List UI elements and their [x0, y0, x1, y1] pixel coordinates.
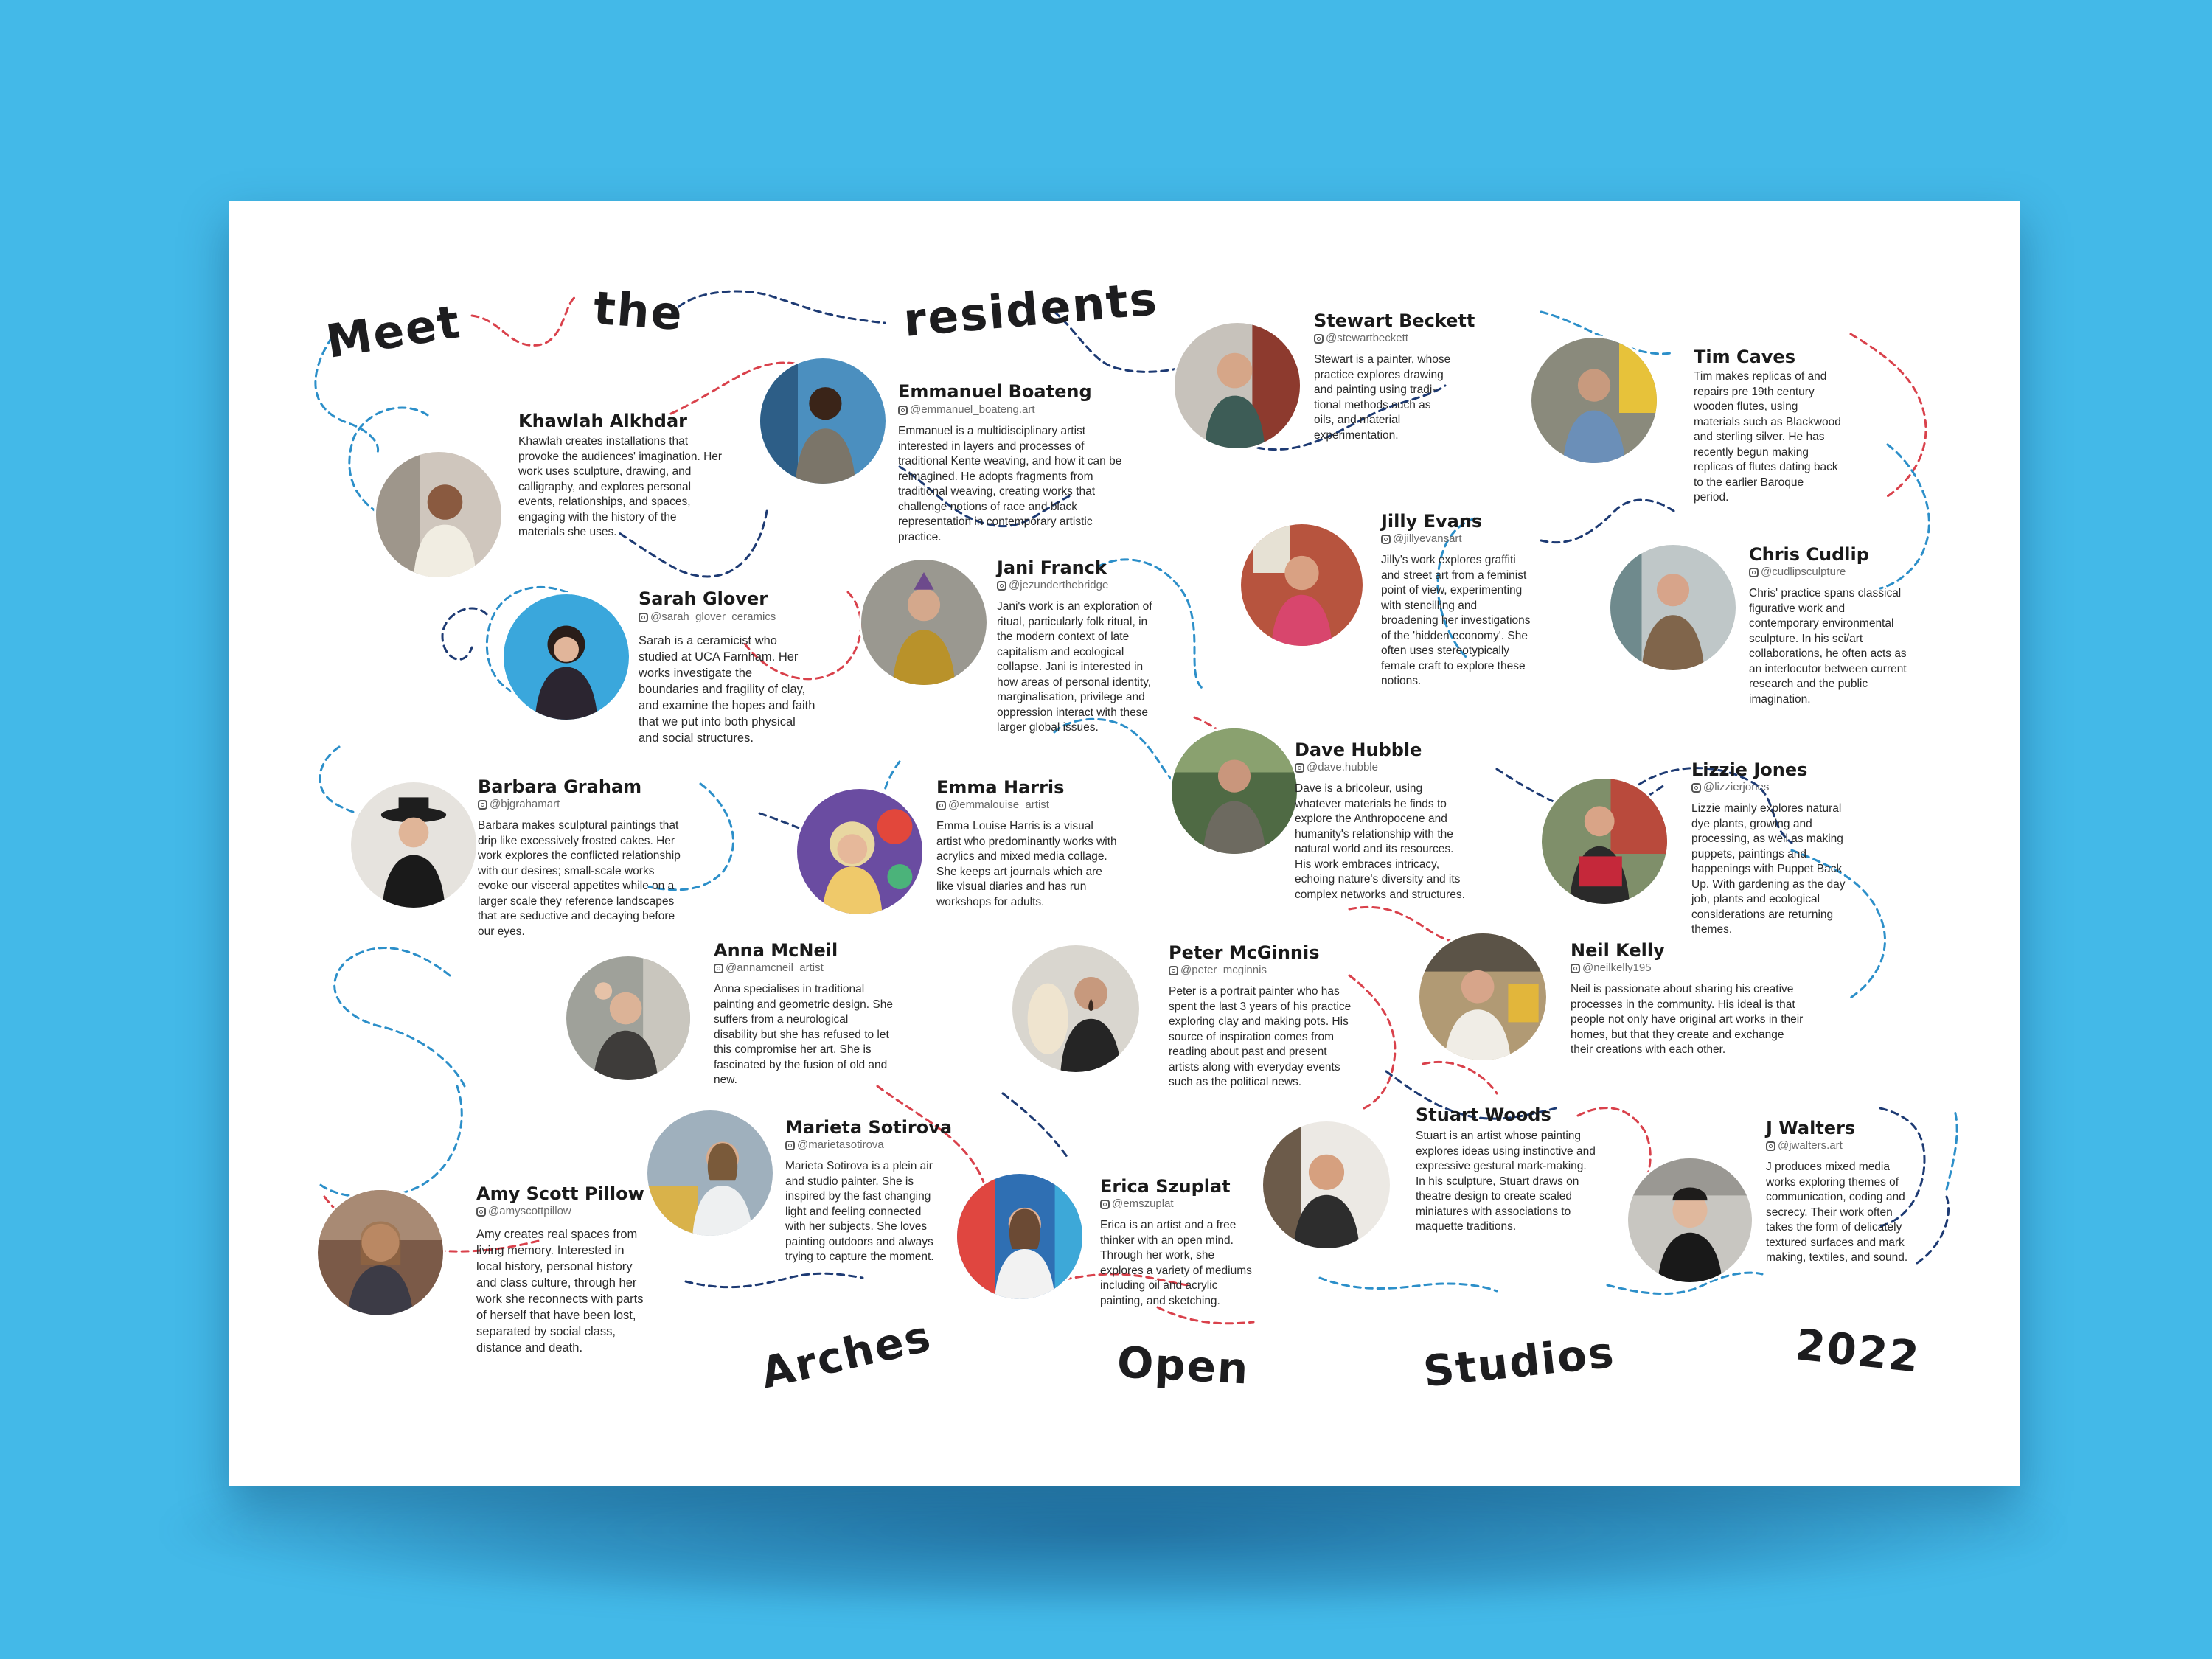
resident-bio: Neil is passionate about sharing his creative processes in the community. His ideal is that people not only have original art works in their homes, but that they create and exchange their creations with each other. — [1571, 983, 1804, 1056]
resident-name: Khawlah Alkhdar — [518, 411, 687, 431]
portrait-photo-icon — [1012, 945, 1139, 1072]
instagram-icon — [936, 801, 946, 810]
instagram-icon — [1169, 966, 1178, 975]
instagram-icon — [478, 800, 487, 810]
resident-name: Lizzie Jones — [1691, 759, 1808, 780]
footer-word-open: Open — [1116, 1337, 1251, 1394]
resident-handle: @peter_mcginnis — [1169, 964, 1267, 977]
resident-handle: @sarah_glover_ceramics — [639, 611, 776, 624]
resident-name: J Walters — [1766, 1118, 1856, 1138]
resident-photo — [859, 557, 989, 687]
resident-photo — [1417, 931, 1548, 1062]
resident-bio: Amy creates real spaces from living memory. Interested in local history, personal history and class culture, through her work she reconnects with parts of herself that have been lost, separated by social class, distance and death. — [476, 1228, 644, 1354]
poster — [229, 201, 2020, 1486]
resident-handle: @jwalters.art — [1766, 1139, 1843, 1152]
resident-photo — [795, 787, 925, 917]
resident-name: Erica Szuplat — [1100, 1176, 1231, 1197]
resident-bio: Sarah is a ceramicist who studied at UCA Farnham. Her works investigate the boundaries and fragility of clay, and examine the hopes and faith that we put into both physical and social structures. — [639, 634, 815, 745]
resident-bio: Barbara makes sculptural paintings that drip like excessively frosted cakes. Her work explores the conflicted relationship with our desires; small-scale works evoke our visceral appetites while on a larger scale they reference landscapes that are seductive and decaying before our eyes. — [478, 819, 681, 938]
resident-name: Anna McNeil — [714, 940, 838, 961]
resident-bio: Stuart is an artist whose painting explores ideas using instinctive and expressive gestural mark-making. In his sculpture, Stuart draws on theatre design to create scaled miniatures with associations to maquette traditions. — [1416, 1130, 1596, 1233]
instagram-icon — [898, 406, 908, 415]
resident-name: Chris Cudlip — [1749, 544, 1869, 565]
resident-photo — [645, 1108, 775, 1238]
instagram-icon — [785, 1141, 795, 1150]
resident-photo — [1608, 543, 1738, 672]
resident-name: Neil Kelly — [1571, 940, 1665, 961]
portrait-photo-icon — [566, 956, 690, 1080]
instagram-icon — [1571, 964, 1580, 973]
resident-photo — [1261, 1119, 1392, 1251]
resident-photo — [564, 954, 692, 1082]
resident-bio: Lizzie mainly explores natural dye plants, growing and processing, as well as making puppets, paintings and happenings with Puppet Back Up. With gardening as the day job, plants and ecological considerations are returning themes. — [1691, 802, 1846, 936]
instagram-icon — [1314, 334, 1324, 344]
resident-name: Emmanuel Boateng — [898, 381, 1092, 402]
instagram-icon — [1295, 763, 1304, 773]
portrait-photo-icon — [1628, 1158, 1752, 1282]
resident-photo — [758, 356, 888, 486]
resident-handle: @cudlipsculpture — [1749, 566, 1846, 579]
resident-handle: @bjgrahamart — [478, 798, 560, 811]
portrait-photo-icon — [647, 1110, 773, 1236]
resident-name: Tim Caves — [1694, 347, 1795, 367]
resident-handle: @amyscottpillow — [476, 1205, 571, 1218]
title-word-meet: Meet — [322, 294, 465, 369]
resident-handle: @emszuplat — [1100, 1197, 1174, 1211]
resident-bio: Erica is an artist and a free thinker with an open mind. Through her work, she explores a variety of mediums including oil and acrylic painting, and sketching. — [1100, 1219, 1252, 1307]
resident-name: Barbara Graham — [478, 776, 642, 797]
resident-name: Emma Harris — [936, 777, 1065, 798]
instagram-icon — [1100, 1200, 1110, 1209]
resident-photo — [349, 780, 479, 910]
resident-bio: Jani's work is an exploration of ritual, particularly folk ritual, in the modern context of late capitalism and ecological collapse. Jani is interested in how areas of personal identity, marginalisation, privilege and oppression interact with these larger global issues. — [997, 600, 1152, 734]
instagram-icon — [1766, 1141, 1775, 1151]
portrait-photo-icon — [1241, 524, 1363, 646]
resident-bio: Khawlah creates installations that provoke the audiences' imagination. Her work uses sculpture, drawing, and calligraphy, and explores personal events, relationships, and spaces, engaging with the history of the materials she uses. — [518, 435, 723, 538]
resident-bio: Peter is a portrait painter who has spent the last 3 years of his practice exploring clay and making pots. His source of inspiration comes from reading about past and present artists along with everyday events such as the political news. — [1169, 985, 1352, 1088]
resident-bio: Jilly's work explores graffiti and street art from a feminist point of view, experimenting with stencilling and broadening her investigations of the 'hidden economy'. She often uses stereotypically female craft to explore these notions. — [1381, 554, 1531, 687]
portrait-photo-icon — [1419, 933, 1546, 1060]
resident-bio: Dave is a bricoleur, using whatever materials he finds to explore the Anthropocene and humanity's relationship with the natural world and its resources. His work embraces intricacy, echoing nature's diversity and its complex networks and structures. — [1295, 782, 1465, 901]
resident-handle: @emmalouise_artist — [936, 799, 1049, 812]
instagram-icon — [476, 1207, 486, 1217]
resident-handle: @jillyevansart — [1381, 532, 1462, 546]
resident-photo — [501, 592, 631, 722]
portrait-photo-icon — [504, 594, 629, 720]
portrait-photo-icon — [376, 452, 501, 577]
resident-name: Stewart Beckett — [1314, 310, 1475, 331]
instagram-icon — [639, 613, 648, 622]
portrait-photo-icon — [760, 358, 886, 484]
title-word-residents: residents — [901, 271, 1161, 347]
instagram-icon — [1381, 535, 1391, 544]
resident-handle: @stewartbeckett — [1314, 332, 1408, 345]
portrait-photo-icon — [861, 560, 987, 685]
resident-photo — [1172, 321, 1302, 451]
portrait-photo-icon — [1175, 323, 1300, 448]
resident-bio: Stewart is a painter, whose practice explores drawing and painting using tradi-tional methods such as oils, and material experimentation. — [1314, 353, 1451, 442]
resident-bio: Tim makes replicas of and repairs pre 19th century wooden flutes, using materials such as Blackwood and sterling silver. He has recently begun making replicas of flutes dating back to the earlier Baroque period. — [1694, 370, 1841, 504]
resident-photo — [1626, 1156, 1754, 1284]
instagram-icon — [1691, 783, 1701, 793]
resident-name: Jilly Evans — [1381, 511, 1483, 532]
portrait-photo-icon — [351, 782, 476, 908]
resident-handle: @dave.hubble — [1295, 761, 1378, 774]
resident-photo — [1540, 776, 1669, 906]
resident-handle: @neilkelly195 — [1571, 961, 1652, 975]
resident-photo — [1010, 943, 1141, 1074]
portrait-photo-icon — [1263, 1121, 1390, 1248]
resident-handle: @jezunderthebridge — [997, 579, 1108, 592]
resident-name: Marieta Sotirova — [785, 1117, 953, 1138]
resident-bio: Emmanuel is a multidisciplinary artist interested in layers and processes of traditional Kente weaving, and how it can be reimagined. He adopts fragments from traditional weaving, creating works that challenge notions of race and black representation in contemporary artistic practice. — [898, 425, 1122, 543]
resident-photo — [1239, 522, 1365, 648]
resident-handle: @annamcneil_artist — [714, 961, 824, 975]
instagram-icon — [714, 964, 723, 973]
instagram-icon — [1749, 568, 1759, 577]
portrait-photo-icon — [957, 1174, 1082, 1299]
portrait-photo-icon — [797, 789, 922, 914]
resident-handle: @marietasotirova — [785, 1138, 884, 1152]
instagram-icon — [997, 581, 1006, 591]
portrait-photo-icon — [1531, 338, 1657, 463]
resident-photo — [316, 1188, 445, 1318]
resident-bio: Emma Louise Harris is a visual artist who predominantly works with acrylics and mixed media collage. She keeps art journals which are like visual diaries and has run workshops for adults. — [936, 820, 1117, 908]
resident-bio: J produces mixed media works exploring themes of communication, coding and secrecy. Their work often takes the form of delicately textured surfaces and mark making, textiles, and sound. — [1766, 1161, 1908, 1264]
title-word-the: the — [591, 280, 686, 341]
footer-word-year: 2022 — [1792, 1319, 1923, 1382]
resident-photo — [1529, 335, 1659, 465]
portrait-photo-icon — [1172, 728, 1297, 854]
portrait-photo-icon — [1542, 779, 1667, 904]
resident-name: Peter McGinnis — [1169, 942, 1320, 963]
resident-photo — [1169, 726, 1299, 856]
resident-handle: @emmanuel_boateng.art — [898, 403, 1035, 417]
portrait-photo-icon — [318, 1190, 443, 1315]
footer-word-studios: Studios — [1421, 1326, 1618, 1397]
resident-photo — [374, 450, 504, 580]
resident-bio: Chris' practice spans classical figurative work and contemporary environmental sculpture. In his sci/art collaborations, he often acts as an interlocutor between current research and the public imagination. — [1749, 587, 1907, 706]
resident-name: Amy Scott Pillow — [476, 1183, 644, 1204]
resident-bio: Anna specialises in traditional painting and geometric design. She suffers from a neurological disability but she has refused to let this compromise her art. She is fascinated by the fusion of old and new. — [714, 983, 893, 1086]
resident-bio: Marieta Sotirova is a plein air and studio painter. She is inspired by the fast changing light and feeling connected with her subjects. She loves painting outdoors and always trying to capture the moment. — [785, 1160, 934, 1263]
footer-word-arches: Arches — [756, 1310, 936, 1399]
resident-name: Jani Franck — [997, 557, 1107, 578]
resident-name: Stuart Woods — [1416, 1105, 1551, 1125]
resident-photo — [955, 1172, 1085, 1301]
portrait-photo-icon — [1610, 545, 1736, 670]
resident-name: Dave Hubble — [1295, 740, 1422, 760]
resident-handle: @lizzierjones — [1691, 781, 1769, 794]
resident-name: Sarah Glover — [639, 588, 768, 609]
